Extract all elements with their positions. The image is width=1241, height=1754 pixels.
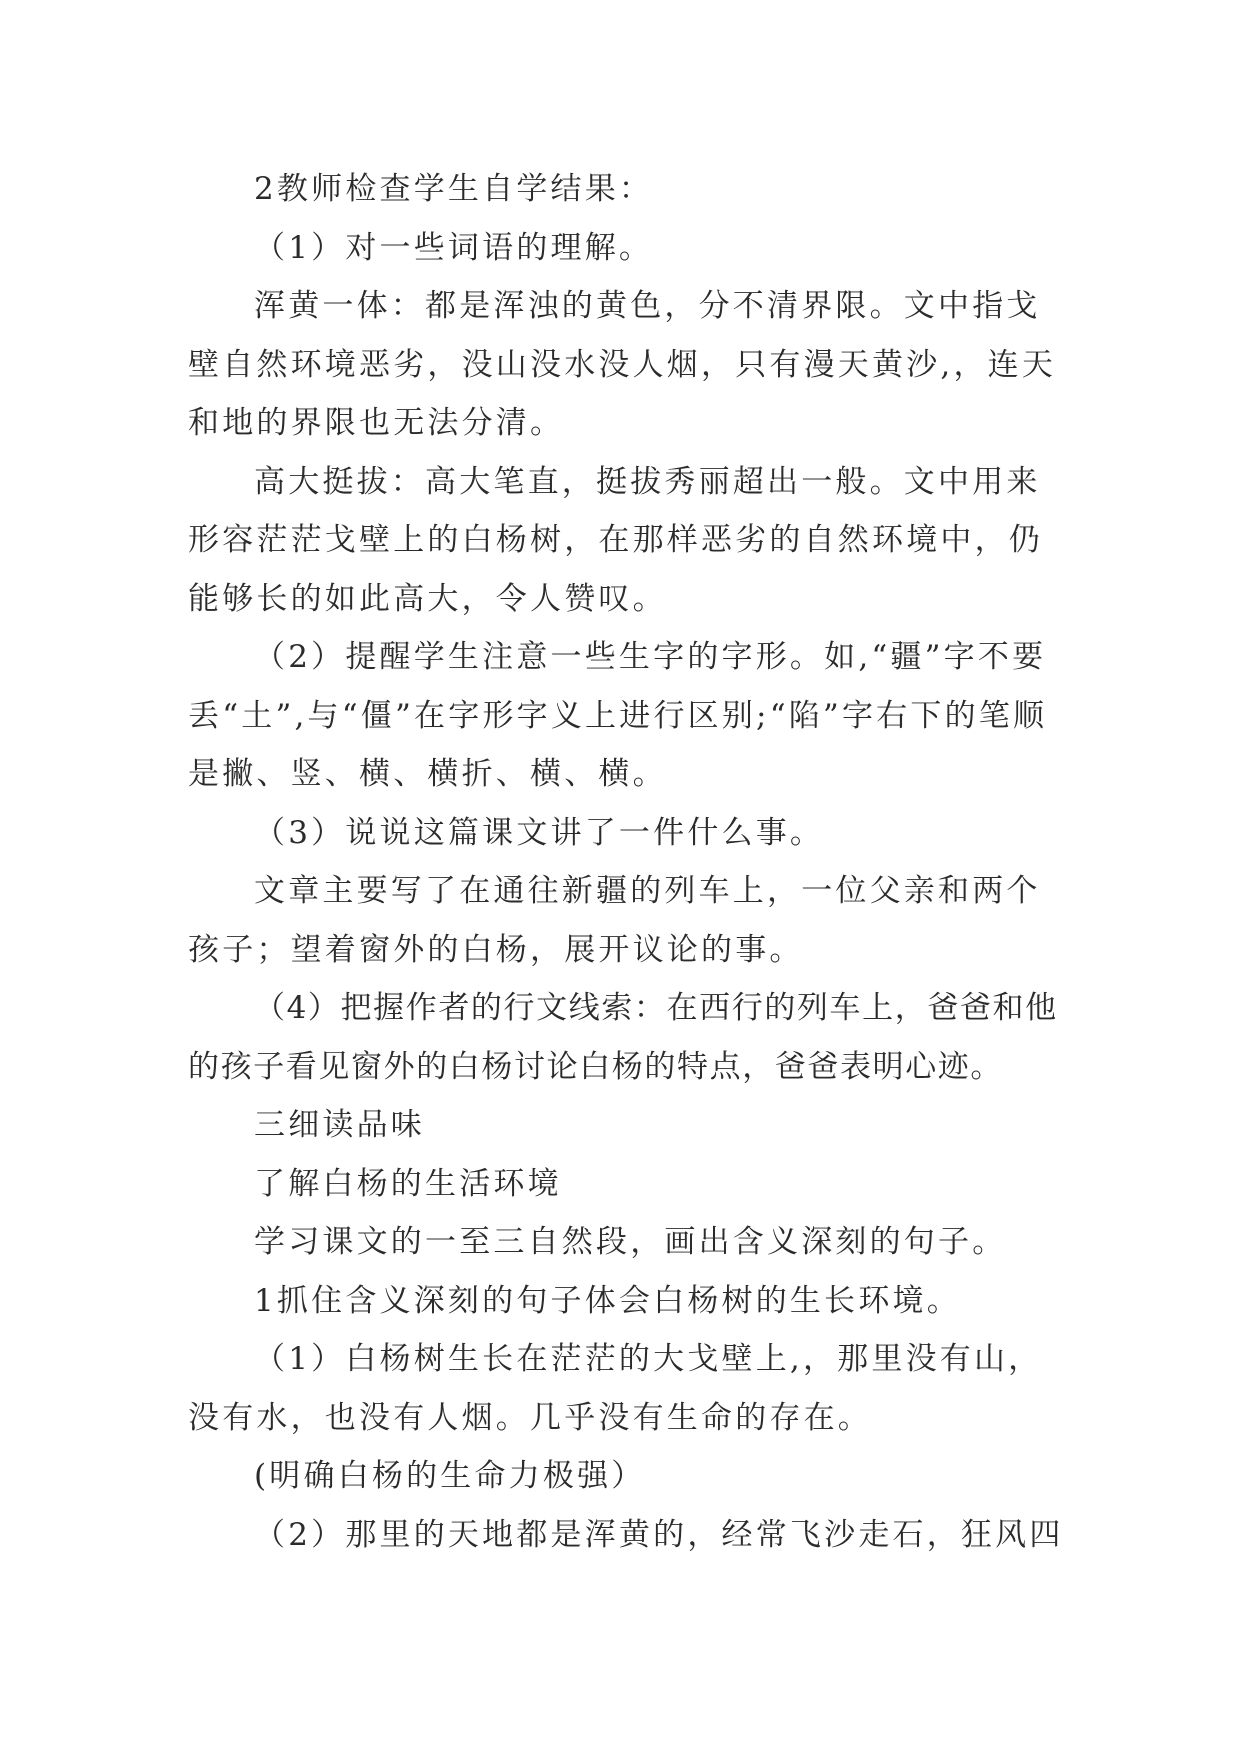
paragraph-vitality-note: (明确白杨的生命力极强） <box>254 1458 646 1494</box>
paragraph-character-shapes: （2）提醒学生注意一些生字的字形。如,“疆”字不要丢“土”,与“僵”在字形字义上进行区别;“陷”字右下的笔顺是撇、竖、横、横折、横、横。 <box>188 639 1048 792</box>
paragraph-gaoda-tingba: 高大挺拔：高大笔直，挺拔秀丽超出一般。文中用来形容茫茫戈壁上的白杨树，在那样恶劣的自然环境中，仍能够长的如此高大，令人赞叹。 <box>188 463 1043 617</box>
document-body <box>188 160 1068 1564</box>
paragraph-study-sections: 学习课文的一至三自然段，画出含义深刻的句子。 <box>254 1224 1007 1260</box>
paragraph-gobi-desert: （1）白杨树生长在茫茫的大戈壁上,，那里没有山，没有水，也没有人烟。几乎没有生命的存在。 <box>188 1341 1043 1436</box>
section-heading-close-reading: 三细读品味 <box>254 1107 425 1143</box>
paragraph-narrative-clue: （4）把握作者的行文线索：在西行的列车上，爸爸和他的孩子看见窗外的白杨讨论白杨的特点，爸爸表明心迹。 <box>188 990 1058 1085</box>
paragraph-check-results: 2教师检查学生自学结果： <box>254 171 654 207</box>
paragraph-key-sentences: 1抓住含义深刻的句子体会白杨树的生长环境。 <box>254 1282 961 1319</box>
paragraph-word-understanding: （1）对一些词语的理解。 <box>254 229 654 266</box>
paragraph-living-environment: 了解白杨的生活环境 <box>254 1165 562 1202</box>
paragraph-main-content: 文章主要写了在通往新疆的列车上，一位父亲和两个孩子；望着窗外的白杨，展开议论的事。 <box>188 873 1041 968</box>
paragraph-what-story: （3）说说这篇课文讲了一件什么事。 <box>254 814 825 851</box>
paragraph-hunhuang-yiti: 浑黄一体：都是浑浊的黄色，分不清界限。文中指戈壁自然环境恶劣，没山没水没人烟，只有漫天黄沙,，连天和地的界限也无法分清。 <box>188 288 1057 441</box>
paragraph-sky-and-earth: （2）那里的天地都是浑黄的，经常飞沙走石，狂风四 <box>254 1516 1064 1553</box>
